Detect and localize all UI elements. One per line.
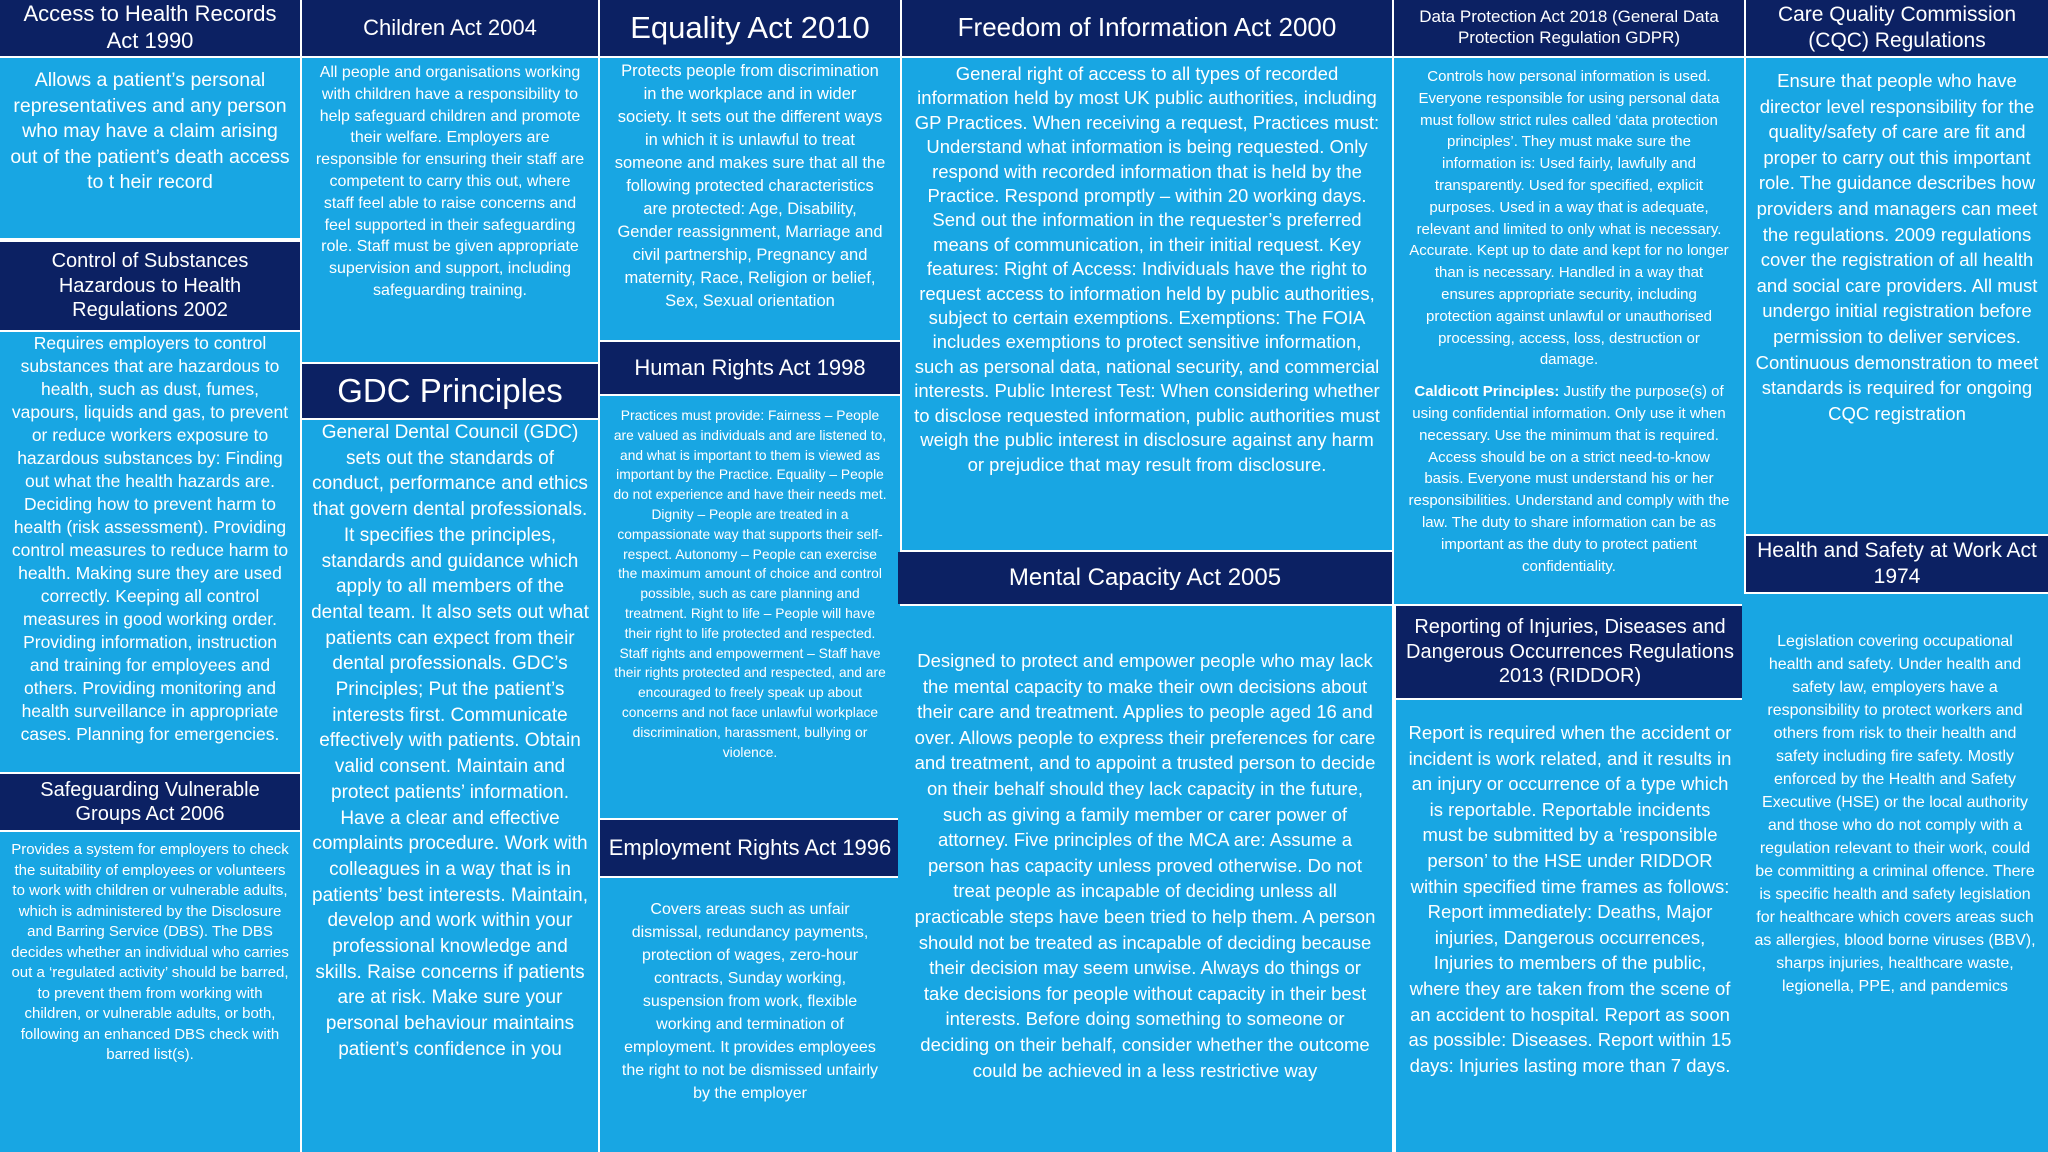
human-rights-title-text: Human Rights Act 1998 <box>634 354 866 380</box>
employment-rights-text: Covers areas such as unfair dismissal, redundancy payments, protection of wages, zero-hour contracts, Sunday working, suspension from work, flexible working and termination of employment. It provides employees the right to not be dismissed unfairly by the employer <box>621 901 879 1102</box>
mental-capacity-text: Designed to protect and empower people who may lack the mental capacity to make their own decisions about their care and treatment. Applies to people aged 16 and over. Allows people to express their preferences for care and treatment, and to appoint a trusted person to decide on their behalf should they lack capacity in the future, such as giving a family member or carer power of attorney. Five principles of the MCA are: Assume a person has capacity unless proved otherwise. Do not treat people as incapable of deciding unless all practicable steps have been tried to help them. A person should not be treated as incapable of deciding because their decision may seem unwise. Always do things or take decisions for people without capacity in their best interests. Before doing something to someone or deciding on their behalf, consider whether the outcome could be achieved in a less restrictive way <box>914 650 1376 1081</box>
caldicott-text: Justify the purpose(s) of using confidential information. Only use it when necessary. Use the minimum that is required. Access should be on a strict need-to-know basis. Everyone must understand his or her responsibilities. Understand and comply with the law. The duty to share information can be as important as the duty to protect patient confidentiality. <box>1408 383 1730 575</box>
data-protection-text: Controls how personal information is used. Everyone responsible for using personal data must follow strict rules called ‘data protection principles’. They must make sure the information is: Used fairly, lawfully and transparently. Used for specified, explicit purposes. Used in a way that is adequate, relevant and limited to only what is necessary. Accurate. Kept up to date and kept for no longer than is necessary. Handled in a way that ensures appropriate security, including protection against unlawful or unauthorised processing, access, loss, destruction or damage. <box>1409 68 1729 369</box>
safeguarding-vulnerable-text: Provides a system for employers to check the suitability of employees or volunteers to work with children or vulnerable adults, which is administered by the Disclosure and Barring Service (DBS). The DBS decides whether an individual who carries out a ‘regulated activity’ should be barred, to prevent them from working with children, or vulnerable adults, or both, following an enhanced DBS check with barred list(s). <box>11 841 289 1063</box>
access-health-records-title-text: Access to Health Records Act 1990 <box>23 1 277 53</box>
children-act-body <box>302 58 598 362</box>
hswa-title-text: Health and Safety at Work Act 1974 <box>1757 539 2037 588</box>
coshh-text: Requires employers to control substances that are hazardous to health, such as dust, fumes, vapours, liquids and gas, to prevent or reduce workers exposure to hazardous substances by: Finding out what the health hazards are. Deciding how to prevent harm to health (risk assessment). Providing control measures to reduce harm to health. Making sure they are used correctly. Keeping all control measures in good working order. Providing information, instruction and training for employees and others. Providing monitoring and health surveillance in appropriate cases. Planning for emergencies. <box>11 333 289 744</box>
employment-rights-title <box>600 820 900 876</box>
data-protection-body <box>1394 58 1744 604</box>
caldicott-paragraph <box>1408 381 1730 577</box>
riddor-title <box>1396 606 1744 698</box>
foi-act-title-text: Freedom of Information Act 2000 <box>957 12 1337 43</box>
coshh-title <box>0 242 300 330</box>
cqc-title-text: Care Quality Commission (CQC) Regulations <box>1777 3 2017 52</box>
cqc-body <box>1746 58 2048 534</box>
foi-act-body <box>902 58 1392 550</box>
foi-act-title <box>902 0 1392 56</box>
caldicott-label: Caldicott Principles: <box>1414 383 1560 401</box>
children-act-title <box>302 0 598 56</box>
mental-capacity-title-text: Mental Capacity Act 2005 <box>1008 564 1282 592</box>
access-health-records-title <box>0 0 300 56</box>
gdc-principles-text: General Dental Council (GDC) sets out the standards of conduct, performance and ethics that govern dental professionals. It specifies the principles, standards and guidance which apply to all members of the dental team. It also sets out what patients can expect from their dental professionals. GDC’s Principles; Put the patient’s interests first. Communicate effectively with patients. Obtain valid consent. Maintain and protect patients’ information. Have a clear and effective complaints procedure. Work with colleagues in a way that is in patients’ best interests. Maintain, develop and work within your professional knowledge and skills. Raise concerns if patients are at risk. Make sure your personal behaviour maintains patient’s confidence in you <box>311 422 589 1060</box>
safeguarding-vulnerable-body <box>0 832 300 1152</box>
access-health-records-body <box>0 58 300 238</box>
gdc-principles-title-text: GDC Principles <box>337 371 563 409</box>
equality-act-title-text: Equality Act 2010 <box>630 10 870 46</box>
coshh-title-text: Control of Substances Hazardous to Health Regulations 2002 <box>51 250 249 322</box>
riddor-text: Report is required when the accident or incident is work related, and it results in an injury or occurrence of a type which is reportable. Reportable incidents must be submitted by a ‘responsible person’ to the HSE under RIDDOR within specified time frames as follows: Report immediately: Deaths, Major injuries, Dangerous occurrences, Injuries to members of the public, where they are taken from the scene of an accident to hospital. Report as soon as possible: Diseases. Report within 15 days: Injuries lasting more than 7 days. <box>1408 722 1732 1076</box>
equality-act-text: Protects people from discrimination in the workplace and in wider society. It sets out the different ways in which it is unlawful to treat someone and makes sure that all the following protected characteristics are protected: Age, Disability, Gender reassignment, Marriage and civil partnership, Pregnancy and maternity, Race, Religion or belief, Sex, Sexual orientation <box>614 62 886 310</box>
employment-rights-title-text: Employment Rights Act 1996 <box>608 834 892 860</box>
hswa-body <box>1742 594 2048 1152</box>
equality-act-body <box>600 58 900 340</box>
hswa-text: Legislation covering occupational health and safety. Under health and safety law, employers have a responsibility to protect workers and others from risk to their health and safety including fire safety. Mostly enforced by the Health and Safety Executive (HSE) or the local authority and those who do not comply with a regulation relevant to their work, could be committing a criminal offence. There is specific health and safety legislation for healthcare which covers areas such as allergies, blood borne viruses (BBV), sharps injuries, healthcare waste, legionella, PPE, and pandemics <box>1754 633 2036 995</box>
mental-capacity-title <box>898 552 1392 604</box>
foi-act-text: General right of access to all types of recorded information held by most UK public authorities, including GP Practices. When receiving a request, Practices must: Understand what information is being requested. Only respond with recorded information that is held by the Practice. Respond promptly – within 20 working days. Send out the information in the requester’s preferred means of communication, in their initial request. Key features: Right of Access: Individuals have the right to request access to information held by public authorities, subject to certain exemptions. Exemptions: The FOIA includes exemptions to protect sensitive information, such as personal data, national security, and commercial interests. Public Interest Test: When considering whether to disclose requested information, public authorities must weigh the public interest in disclosure against any harm or prejudice that may result from disclosure. <box>914 63 1380 475</box>
riddor-body <box>1396 700 1744 1152</box>
gdc-principles-body <box>302 420 598 1152</box>
human-rights-body <box>600 396 900 818</box>
data-protection-title <box>1394 0 1744 56</box>
safeguarding-vulnerable-title <box>0 774 300 830</box>
gdc-principles-title <box>302 364 598 418</box>
employment-rights-body <box>600 878 900 1152</box>
riddor-title-text: Reporting of Injuries, Diseases and Dangerous Occurrences Regulations 2013 (RIDDOR) <box>1406 616 1734 688</box>
access-health-records-text: Allows a patient’s personal representatives and any person who may have a claim arising out of the patient’s death access to t heir record <box>10 69 290 193</box>
children-act-text: All people and organisations working with children have a responsibility to help safeguard children and promote their welfare. Employers are responsible for ensuring their staff are competent to carry this out, where staff feel able to raise concerns and feel supported in their safeguarding role. Staff must be given appropriate supervision and support, including safeguarding training. <box>315 64 585 299</box>
mental-capacity-body <box>898 606 1392 1152</box>
cqc-text: Ensure that people who have director level responsibility for the quality/safety of care are fit and proper to carry out this important role. The guidance describes how providers and managers can meet the regulations. 2009 regulations cover the registration of all health and social care providers. All must undergo initial registration before permission to deliver services. Continuous demonstration to meet standards is required for ongoing CQC registration <box>1755 70 2039 424</box>
equality-act-title <box>600 0 900 56</box>
safeguarding-vulnerable-title-text: Safeguarding Vulnerable Groups Act 2006 <box>40 778 260 825</box>
human-rights-text: Practices must provide: Fairness – People are valued as individuals and are listened to, and what is important to them is viewed as important by the Practice. Equality – People do not experience and have their needs met. Dignity – People are treated in a compassionate way that supports their self-respect. Autonomy – People can exercise the maximum amount of choice and control possible, such as care planning and treatment. Right to life – People will have their right to life protected and respected. Staff rights and empowerment – Staff have their rights protected and respected, and are encouraged to freely speak up about concerns and not face unlawful workplace discrimination, harassment, bullying or violence. <box>613 408 887 760</box>
children-act-title-text: Children Act 2004 <box>363 14 537 40</box>
hswa-title <box>1746 536 2048 592</box>
cqc-title <box>1746 0 2048 56</box>
coshh-body <box>0 332 300 772</box>
human-rights-title <box>600 342 900 394</box>
data-protection-title-text: Data Protection Act 2018 (General Data Protection Regulation GDPR) <box>1419 7 1719 47</box>
